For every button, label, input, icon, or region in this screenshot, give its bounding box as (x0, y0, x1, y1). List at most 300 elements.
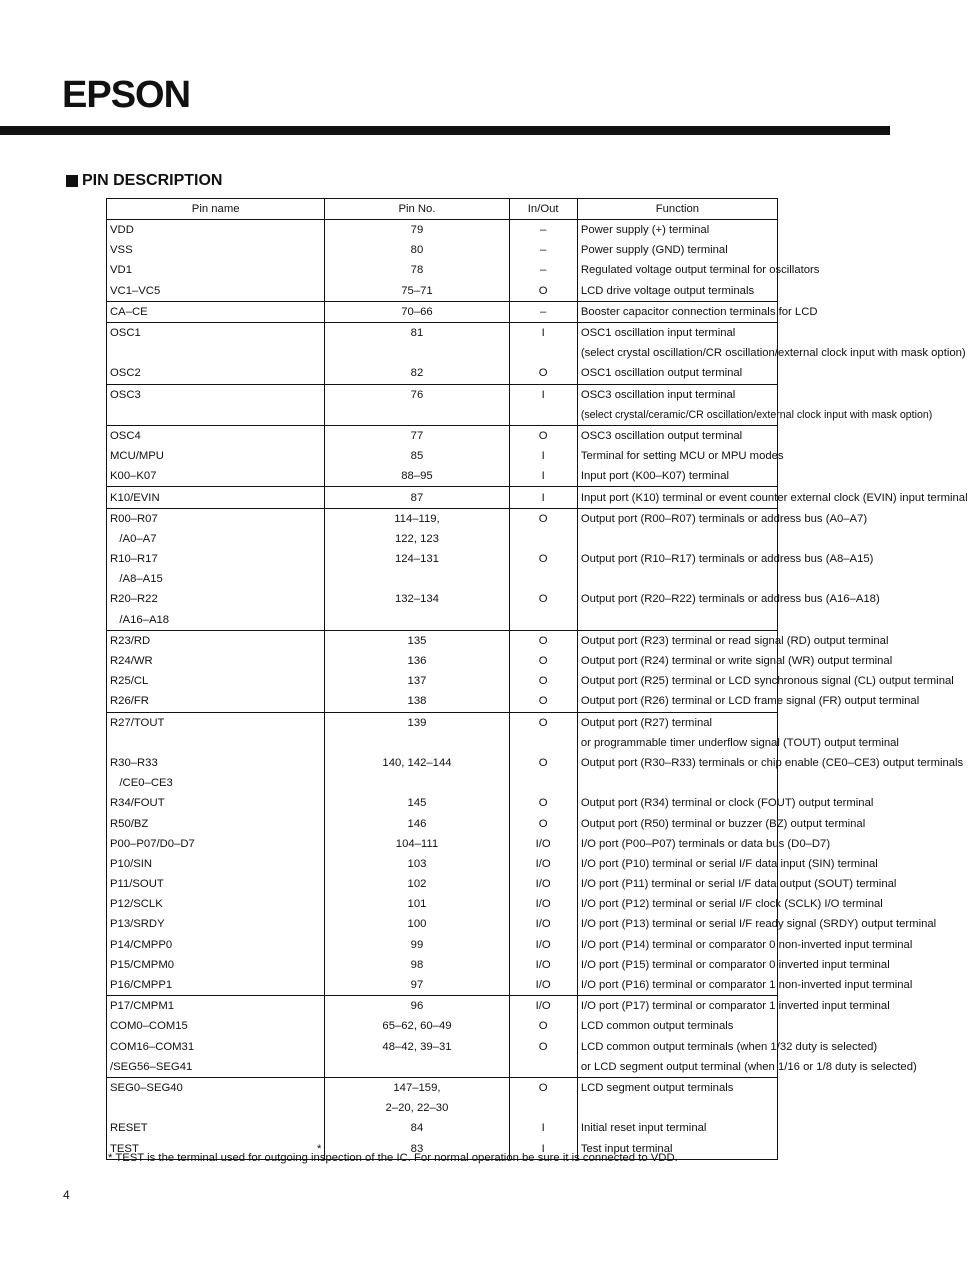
table-row (107, 955, 778, 975)
epson-logo: EPSON (62, 74, 191, 116)
in-out-cell-text: I/O (535, 857, 551, 870)
function-cell-text: I/O port (P11) terminal or serial I/F data output (SOUT) terminal (580, 878, 897, 891)
in-out-cell (509, 630, 577, 651)
function-cell (577, 260, 820, 280)
pin-no-cell (325, 301, 509, 322)
table-header-row (107, 199, 778, 220)
function-cell (577, 549, 874, 569)
in-out-cell (509, 610, 577, 631)
pin-no-cell-text: 84 (410, 1122, 424, 1135)
in-out-cell-text: I (541, 450, 545, 463)
pin-no-cell (325, 446, 509, 466)
in-out-cell-text: O (538, 593, 548, 606)
pin-name-cell-text: R25/CL (110, 675, 149, 688)
pin-name-cell-text: R20–R22 (110, 593, 158, 606)
pin-name-cell (107, 733, 325, 753)
table-row (107, 508, 778, 529)
pin-name-cell-text: /A16–A18 (110, 613, 170, 626)
pin-name-cell (107, 610, 325, 631)
function-cell-text: Output port (R30–R33) terminals or chip enable (CE0–CE3) output terminals (580, 756, 964, 769)
function-cell-text: Power supply (+) terminal (580, 224, 710, 237)
function-cell (577, 854, 878, 874)
pin-no-cell (325, 1057, 509, 1078)
pin-name-cell-text: OSC4 (110, 429, 141, 442)
section-title (66, 171, 222, 191)
in-out-cell (509, 240, 577, 260)
in-out-cell-text: O (538, 367, 548, 380)
function-cell-text: Regulated voltage output terminal for oscillators (580, 264, 820, 277)
pin-no-cell-text: 101 (407, 898, 427, 911)
pin-no-cell-text: 96 (410, 1000, 424, 1013)
function-cell-text: OSC1 oscillation output terminal (580, 367, 743, 380)
pin-name-cell (107, 1077, 325, 1098)
header-rule (0, 126, 890, 135)
function-cell (577, 281, 777, 302)
function-cell (577, 651, 893, 671)
function-cell (577, 405, 933, 426)
pin-name-cell (107, 220, 325, 241)
table-row (107, 425, 778, 446)
pin-name-cell-text: P15/CMPM0 (110, 958, 175, 971)
table-row (107, 854, 778, 874)
pin-name-cell-text: SEG0–SEG40 (110, 1081, 183, 1094)
in-out-cell-text: I/O (535, 979, 551, 992)
pin-no-cell (325, 1098, 509, 1118)
in-out-cell-text: O (538, 1040, 548, 1053)
pin-name-cell (107, 1098, 325, 1118)
pin-no-cell (325, 405, 509, 426)
pin-name-cell-text: R30–R33 (110, 756, 158, 769)
table-row (107, 610, 778, 631)
table-row (107, 874, 778, 894)
pin-no-cell (325, 363, 509, 384)
pin-no-cell-text: 132–134 (394, 593, 439, 606)
in-out-cell (509, 1057, 577, 1078)
in-out-cell (509, 691, 577, 712)
in-out-cell-text: O (538, 817, 548, 830)
in-out-cell-text: – (540, 224, 547, 237)
function-cell (577, 343, 966, 363)
pin-no-cell (325, 793, 509, 813)
pin-name-cell (107, 975, 325, 996)
function-cell (577, 975, 913, 996)
function-cell-text: or programmable timer underflow signal (TOUT) output terminal (580, 736, 899, 749)
in-out-cell-text: I/O (535, 958, 551, 971)
pin-no-cell (325, 569, 509, 589)
pin-no-cell (325, 975, 509, 996)
function-cell-text: Output port (R00–R07) terminals or address bus (A0–A7) (580, 512, 868, 525)
in-out-cell-text: I/O (535, 938, 551, 951)
pin-name-cell (107, 813, 325, 833)
pin-name-cell-text: R34/FOUT (110, 797, 165, 810)
pin-no-cell-text: 147–159, (393, 1081, 441, 1094)
table-row (107, 996, 778, 1017)
table-row (107, 446, 778, 466)
table-row (107, 322, 778, 343)
function-cell-text: Output port (R24) terminal or write signal (WR) output terminal (580, 655, 893, 668)
table-row (107, 1118, 778, 1138)
in-out-cell (509, 322, 577, 343)
pin-name-cell (107, 363, 325, 384)
function-cell (577, 1016, 777, 1036)
function-cell (577, 1098, 777, 1118)
in-out-cell (509, 281, 577, 302)
function-cell (577, 363, 777, 384)
table-row (107, 1057, 778, 1078)
pin-no-cell-text: 114–119, (394, 512, 440, 525)
in-out-cell-text: O (538, 1020, 548, 1033)
in-out-cell-text: I (541, 470, 545, 483)
table-row (107, 813, 778, 833)
table-row (107, 240, 778, 260)
in-out-cell (509, 671, 577, 691)
function-cell-text: (select crystal/ceramic/CR oscillation/external clock input with mask option) (580, 408, 933, 421)
in-out-cell (509, 874, 577, 894)
pin-no-cell (325, 610, 509, 631)
pin-no-cell (325, 466, 509, 487)
function-cell (577, 712, 777, 733)
function-cell-text: Output port (R25) terminal or LCD synchronous signal (CL) output terminal (580, 675, 954, 688)
pin-no-cell (325, 914, 509, 934)
function-cell (577, 508, 868, 529)
pin-name-cell (107, 773, 325, 793)
pin-no-cell-text: 77 (410, 429, 424, 442)
page-number: 4 (63, 1188, 70, 1202)
pin-no-cell-text: 102 (407, 878, 427, 891)
function-cell-text: OSC3 oscillation output terminal (580, 429, 743, 442)
function-cell (577, 630, 889, 651)
in-out-cell-text: O (538, 716, 548, 729)
in-out-cell-text: O (538, 553, 548, 566)
pin-no-cell-text: 97 (410, 979, 424, 992)
pin-no-cell-text: 78 (410, 264, 424, 277)
footnote: * TEST is the terminal used for outgoing inspection of the IC. For normal operation be sure it is connected to VDD. (108, 1152, 678, 1164)
table-row (107, 363, 778, 384)
pin-no-cell (325, 487, 509, 508)
pin-name-cell (107, 425, 325, 446)
asterisk-mark: * (316, 1142, 322, 1155)
pin-no-cell-text: 75–71 (401, 284, 433, 297)
in-out-cell (509, 1098, 577, 1118)
in-out-cell-text: I (541, 1122, 545, 1135)
function-cell-text: I/O port (P17) terminal or comparator 1 inverted input terminal (580, 1000, 890, 1013)
pin-name-cell-text: VSS (110, 244, 133, 257)
pin-no-cell (325, 996, 509, 1017)
pin-name-cell (107, 793, 325, 813)
pin-no-cell-text: 135 (407, 634, 427, 647)
pin-name-cell-text: R00–R07 (110, 512, 158, 525)
function-cell-text: I/O port (P12) terminal or serial I/F clock (SCLK) I/O terminal (580, 898, 883, 911)
in-out-cell (509, 260, 577, 280)
pin-no-cell (325, 589, 509, 609)
pin-no-cell-text: 137 (407, 675, 427, 688)
pin-name-cell-text: R23/RD (110, 634, 151, 647)
in-out-cell-text: – (540, 305, 547, 318)
pin-name-cell-text: VDD (110, 224, 134, 237)
pin-name-cell (107, 1016, 325, 1036)
pin-no-cell (325, 260, 509, 280)
table-row (107, 691, 778, 712)
pin-no-cell (325, 691, 509, 712)
function-cell (577, 1037, 878, 1057)
function-cell-text: or LCD segment output terminal (when 1/16 or 1/8 duty is selected) (580, 1060, 917, 1073)
pin-name-cell (107, 405, 325, 426)
pin-name-cell (107, 508, 325, 529)
pin-name-cell (107, 753, 325, 773)
pin-no-cell-text: 80 (410, 244, 424, 257)
in-out-cell (509, 487, 577, 508)
table-row (107, 549, 778, 569)
function-cell (577, 1057, 917, 1078)
pin-no-cell-text: 122, 123 (394, 532, 439, 545)
function-cell-text: Output port (R26) terminal or LCD frame signal (FR) output terminal (580, 695, 920, 708)
function-cell-text: Input port (K00–K07) terminal (580, 470, 730, 483)
pin-name-cell (107, 874, 325, 894)
pin-name-cell-text: R27/TOUT (110, 716, 165, 729)
pin-name-cell (107, 569, 325, 589)
pin-no-cell (325, 834, 509, 854)
pin-no-cell-text: 99 (410, 938, 424, 951)
function-cell (577, 487, 968, 508)
pin-name-cell-text: OSC3 (110, 388, 141, 401)
pin-name-cell (107, 343, 325, 363)
pin-name-cell (107, 487, 325, 508)
function-cell-text: Output port (R27) terminal (580, 716, 713, 729)
in-out-cell (509, 914, 577, 934)
pin-no-cell (325, 874, 509, 894)
pin-name-cell (107, 935, 325, 955)
pin-name-cell (107, 651, 325, 671)
function-cell-text: I/O port (P00–P07) terminals or data bus (D0–D7) (580, 837, 831, 850)
function-cell (577, 753, 964, 773)
in-out-cell-text: I/O (535, 837, 551, 850)
pin-no-cell-text: 81 (410, 327, 424, 340)
table-row (107, 487, 778, 508)
in-out-cell (509, 1077, 577, 1098)
pin-no-cell-text: 136 (407, 655, 427, 668)
pin-no-cell-text: 65–62, 60–49 (382, 1020, 452, 1033)
in-out-cell (509, 466, 577, 487)
pin-name-cell (107, 834, 325, 854)
in-out-cell (509, 301, 577, 322)
pin-name-cell-text: R26/FR (110, 695, 149, 708)
pin-no-cell (325, 508, 509, 529)
table-row (107, 773, 778, 793)
function-cell-text: Input port (K10) terminal or event counter external clock (EVIN) input terminal (580, 491, 968, 504)
pin-name-cell (107, 854, 325, 874)
function-cell-text: OSC3 oscillation input terminal (580, 388, 736, 401)
function-cell (577, 671, 954, 691)
pin-name-cell (107, 1037, 325, 1057)
function-cell (577, 301, 818, 322)
pin-name-cell-text: CA–CE (110, 305, 148, 318)
function-cell-text: I/O port (P14) terminal or comparator 0 non-inverted input terminal (580, 938, 913, 951)
pin-no-cell (325, 529, 509, 549)
pin-no-cell-text: 2–20, 22–30 (385, 1102, 449, 1115)
in-out-cell-text: – (540, 264, 547, 277)
pin-name-cell-text: TEST (110, 1142, 139, 1155)
table-row (107, 834, 778, 854)
pin-name-cell (107, 240, 325, 260)
pin-no-cell-text: 98 (410, 958, 424, 971)
in-out-cell (509, 753, 577, 773)
pin-no-cell (325, 854, 509, 874)
pin-no-cell (325, 712, 509, 733)
pin-no-cell (325, 813, 509, 833)
pin-no-cell-text: 138 (407, 695, 427, 708)
pin-name-cell-text: OSC1 (110, 327, 141, 340)
function-cell (577, 691, 920, 712)
function-cell (577, 589, 880, 609)
in-out-cell (509, 773, 577, 793)
pin-no-cell-text: 103 (407, 857, 427, 870)
pin-name-cell-text: RESET (110, 1122, 148, 1135)
function-cell-text: Booster capacitor connection terminals for LCD (580, 305, 818, 318)
col-header-pin-name: Pin name (107, 199, 325, 220)
pin-name-cell (107, 1057, 325, 1078)
pin-name-cell-text: P00–P07/D0–D7 (110, 837, 195, 850)
in-out-cell-text: O (538, 756, 548, 769)
pin-no-cell (325, 1118, 509, 1138)
table-row (107, 914, 778, 934)
pin-no-cell-text: 140, 142–144 (382, 756, 452, 769)
pin-no-cell (325, 894, 509, 914)
function-cell (577, 773, 777, 793)
in-out-cell-text: I (541, 491, 545, 504)
function-cell (577, 1118, 777, 1138)
table-row (107, 712, 778, 733)
pin-name-cell-text: /SEG56–SEG41 (110, 1060, 193, 1073)
function-cell (577, 793, 874, 813)
pin-no-cell-text: 70–66 (401, 305, 433, 318)
in-out-cell-text: O (538, 675, 548, 688)
pin-no-cell (325, 630, 509, 651)
in-out-cell (509, 425, 577, 446)
in-out-cell (509, 529, 577, 549)
function-cell-text: Power supply (GND) terminal (580, 244, 728, 257)
function-cell-text: Output port (R50) terminal or buzzer (BZ) output terminal (580, 817, 866, 830)
pin-name-cell-text: K10/EVIN (110, 491, 160, 504)
function-cell (577, 220, 777, 241)
square-bullet-icon (66, 175, 78, 187)
pin-no-cell (325, 955, 509, 975)
pin-name-cell-text: OSC2 (110, 367, 141, 380)
pin-name-cell-text: /A0–A7 (110, 532, 157, 545)
col-header-in-out: In/Out (509, 199, 577, 220)
function-cell-text: I/O port (P10) terminal or serial I/F data input (SIN) terminal (580, 857, 878, 870)
table-row (107, 405, 778, 426)
table-row (107, 384, 778, 405)
pin-no-cell-text: 100 (407, 918, 427, 931)
pin-no-cell-text: 76 (410, 388, 424, 401)
table-row (107, 1077, 778, 1098)
function-cell-text: LCD common output terminals (when 1/32 duty is selected) (580, 1040, 878, 1053)
pin-no-cell (325, 935, 509, 955)
pin-no-cell-text: 87 (410, 491, 424, 504)
function-cell (577, 466, 777, 487)
table-row (107, 1037, 778, 1057)
table-row (107, 260, 778, 280)
in-out-cell (509, 384, 577, 405)
pin-name-cell-text: P10/SIN (110, 857, 153, 870)
pin-name-cell-text: P17/CMPM1 (110, 1000, 175, 1013)
in-out-cell-text: I (541, 388, 545, 401)
pin-name-cell (107, 589, 325, 609)
pin-no-cell (325, 281, 509, 302)
function-cell (577, 446, 784, 466)
pin-name-cell-text: COM0–COM15 (110, 1020, 188, 1033)
pin-name-cell (107, 894, 325, 914)
pin-name-cell (107, 260, 325, 280)
function-cell-text: LCD common output terminals (580, 1020, 734, 1033)
function-cell-text: Output port (R23) terminal or read signal (RD) output terminal (580, 634, 889, 647)
function-cell-text: (select crystal oscillation/CR oscillation/external clock input with mask option) (580, 347, 966, 360)
function-cell (577, 529, 777, 549)
table-row (107, 529, 778, 549)
table-row (107, 220, 778, 241)
table-row (107, 630, 778, 651)
table-row (107, 975, 778, 996)
pin-name-cell-text: /A8–A15 (110, 573, 163, 586)
pin-no-cell (325, 549, 509, 569)
pin-no-cell-text: 139 (407, 716, 427, 729)
table-row (107, 301, 778, 322)
pin-name-cell (107, 671, 325, 691)
in-out-cell-text: – (540, 244, 547, 257)
function-cell-text: I/O port (P15) terminal or comparator 0 inverted input terminal (580, 958, 890, 971)
pin-no-cell (325, 651, 509, 671)
function-cell (577, 384, 777, 405)
pin-name-cell (107, 529, 325, 549)
in-out-cell-text: O (538, 429, 548, 442)
pin-name-cell (107, 549, 325, 569)
table-row (107, 466, 778, 487)
function-cell-text: LCD drive voltage output terminals (580, 284, 755, 297)
pin-no-cell-text: 88–95 (401, 470, 433, 483)
pin-name-cell-text: VC1–VC5 (110, 284, 161, 297)
pin-name-cell-text: K00–K07 (110, 470, 157, 483)
in-out-cell-text: I/O (535, 898, 551, 911)
in-out-cell (509, 793, 577, 813)
pin-name-cell (107, 955, 325, 975)
function-cell (577, 569, 777, 589)
in-out-cell-text: I/O (535, 918, 551, 931)
table-row (107, 343, 778, 363)
in-out-cell (509, 894, 577, 914)
table-row (107, 793, 778, 813)
pin-name-cell (107, 712, 325, 733)
in-out-cell (509, 363, 577, 384)
pin-name-cell-text: R24/WR (110, 655, 153, 668)
function-cell (577, 935, 913, 955)
function-cell (577, 240, 777, 260)
in-out-cell (509, 343, 577, 363)
pin-name-cell-text: P13/SRDY (110, 918, 165, 931)
in-out-cell (509, 1118, 577, 1138)
pin-no-cell (325, 773, 509, 793)
function-cell-text: I/O port (P16) terminal or comparator 1 non-inverted input terminal (580, 979, 913, 992)
function-cell (577, 425, 777, 446)
pin-name-cell-text: COM16–COM31 (110, 1040, 195, 1053)
function-cell-text: LCD segment output terminals (580, 1081, 734, 1094)
pin-name-cell-text: VD1 (110, 264, 132, 277)
in-out-cell (509, 405, 577, 426)
in-out-cell-text: I (541, 327, 545, 340)
function-cell (577, 322, 777, 343)
pin-no-cell-text: 79 (410, 224, 424, 237)
in-out-cell-text: O (538, 655, 548, 668)
in-out-cell (509, 813, 577, 833)
